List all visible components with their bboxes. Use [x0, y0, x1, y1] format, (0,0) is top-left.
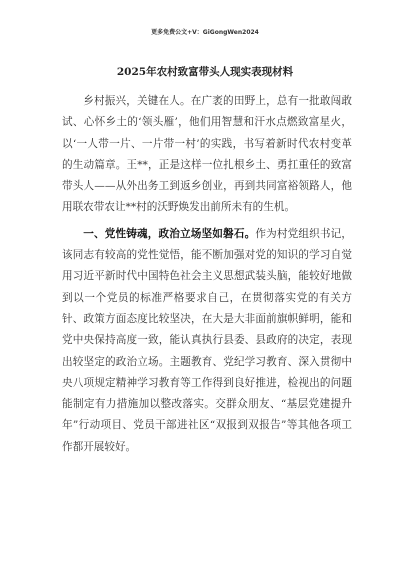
intro-paragraph: [62, 91, 352, 219]
paragraph-text: 乡村振兴，关键在人。在广袤的田野上，总有一批敢闯敢试、心怀乡土的‘领头雁’，他们用智慧和汗水点燃致富星火，以‘一人带一片、一片带一村’的实践，书写着新时代农村变革的生动篇章。王**，正是这样一位扎根乡土、勇扛重任的致富带头人——从外出务工到返乡创业，再到共同富裕领路人，他用联农带农让**村的沃野焕发出前所未有的生机。: [62, 95, 352, 214]
paragraph-text: 作为村党组织书记，该同志有较高的党性觉悟，能不断加强对党的知识的学习自觉用习近平新时代中国特色社会主义思想武装头脑，能较好地做到以一个党员的标准严格要求自己，在贯彻落实党的有关方针、政策方面态度比较坚决，在大是大非面前旗帜鲜明，能和党中央保持高度一致，能认真执行县委、县政府的决定，表现出较坚定的政治立场。主题教育、党纪学习教育、深入贯彻中央八项规定精神学习教育等工作得到良好推进，检视出的问题能制定有力措施加以整改落实。交群众朋友、“基层党建提升年”行动项目、党员干部进社区“双报到双报告”等其他各项工作都开展较好。: [62, 227, 353, 453]
section-heading: 一、党性铸魂，政治立场坚如磐石。: [83, 227, 256, 240]
header-note: 更多免费公文+V：GiGongWen2024: [151, 29, 259, 36]
section-paragraph: [62, 224, 352, 458]
document-title: 2025年农村致富带头人现实表现材料: [116, 66, 294, 78]
document-body: [62, 91, 352, 463]
